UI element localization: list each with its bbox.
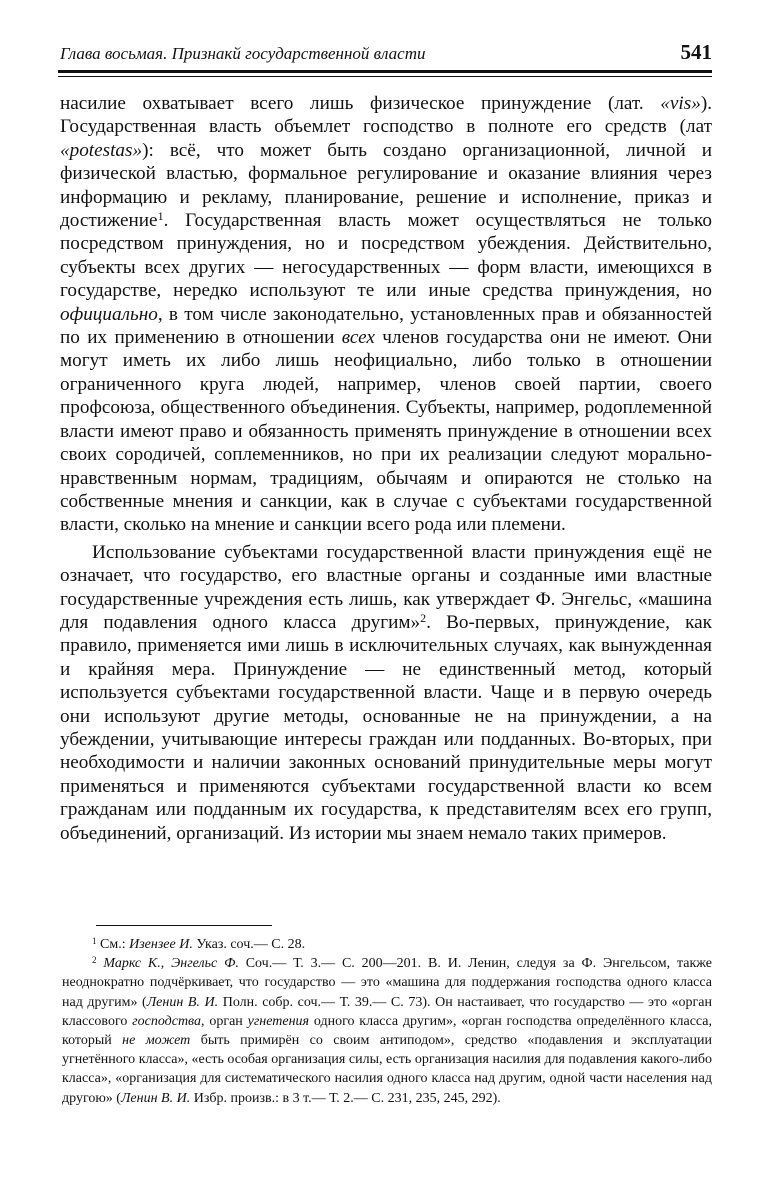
paragraph-1-text: членов государства они не имеют. Они могут иметь их либо лишь неофициально, либо только в отношении ограниченного круга людей, например, членов своей партии, своего профсоюза, общественного объединения. Субъекты, например, родоплеменной власти имеют право и обязанность применять принуждение в отношении всех своих сородичей, соплеменников, но при их реализации следуют морально-нравственным нормам, традициям, обычаям и опираются не столько на собственные мнения и санкции, как в случае с субъектами государственной власти, сколько на мнение и санкции всего рода или племени.: [60, 327, 712, 536]
paragraph-2-text: . Во-первых, принуждение, как правило, применяется ими лишь в исключительных случаях, как вынужденная и крайняя мера. Принуждение — не единственный метод, который используется субъектами государственной власти. Чаще и в первую очередь они используют другие методы, основанные не на принуждении, а на убеждении, учитывающие интересы граждан или подданных. Во-вторых, при необходимости и наличии законных оснований принудительные меры могут применяться и применяются субъектами государственной власти ко всем гражданам или подданным их государства, к представителям всех его групп, объединений, организаций. Из истории мы знаем немало таких примеров.: [60, 611, 712, 844]
paragraph-1: [60, 92, 712, 537]
footnote-author: Ленин В. И.: [146, 994, 219, 1010]
page-number: 541: [680, 40, 712, 64]
footnote-2: [62, 954, 712, 1108]
footnote-author: Ленин В. И.: [120, 1090, 191, 1106]
footnote-mark: 1: [92, 936, 97, 946]
paragraph-1-text: . Государственная власть может осуществляться не только посредством принуждения, но и посредством убеждения. Действительно, субъекты всех других — негосударственных — форм власти, имеющихся в государстве, нередко используют те или иные средства принуждения, но: [60, 210, 712, 302]
footnote-text: Избр. произв.: в 3 т.— Т. 2.— С. 231, 235, 245, 292).: [190, 1090, 501, 1106]
paragraph-2-text: Использование субъектами государственной власти принуждения ещё не означает, что государство, его властные органы и созданные ими властные государственные учреждения есть лишь, как утверждает Ф. Энгельс, «машина для подавления одного класса другим»: [60, 541, 712, 633]
page-header: [58, 38, 712, 68]
footnote-text: Указ. соч.— С. 28.: [192, 937, 306, 952]
header-rule-thick: [58, 70, 712, 73]
footnote-text: Полн. собр. соч.— Т. 39.— С. 73). Он настаивает, что государство — это «орган классового: [62, 994, 712, 1029]
emphasis-oppression: угнетения: [247, 1013, 310, 1029]
emphasis-all: всех: [341, 327, 375, 349]
paragraph-1-text: , в том числе законодательно, установленных прав и обязанностей по их применению в отношении: [60, 303, 712, 349]
footnote-author: Изензее И.: [129, 937, 193, 952]
body-text: [60, 92, 712, 849]
footnotes: [62, 935, 712, 1108]
paragraph-1-text: насилие охватывает всего лишь физическое принуждение (лат.: [60, 93, 661, 114]
emphasis-dominance: господства: [132, 1013, 202, 1029]
header-rule-thin: [58, 76, 712, 77]
footnote-1: [62, 935, 712, 954]
paragraph-1-text: ): всё, что может быть создано организационной, личной и физической властью, формальное регулирование и оказание влияния через информацию и рекламу, планирование, решение и исполнение, приказ и достижение: [60, 139, 712, 232]
footnote-text: , орган: [201, 1013, 248, 1029]
running-head: Глава восьмая. Признакй государственной власти: [60, 44, 426, 63]
term-vis: «vis»: [660, 93, 701, 114]
footnote-mark: 2: [92, 955, 97, 966]
term-potestas: «potestas»: [60, 139, 143, 161]
footnote-text: быть примирён со своим антиподом», средство «подавления и эксплуатации угнетённого класса», «есть особая организация силы, есть организация насилия для подавления какого-либо класса», «организация для систематического насилия одного класса над другим, одной части населения над другою» (: [62, 1033, 712, 1106]
footnote-rule: [96, 925, 272, 926]
footnote-ref-2: 2: [420, 610, 427, 625]
paragraph-1-text: ). Государственная власть объемлет господство в полноте его средств (лат: [60, 93, 712, 138]
emphasis-officially: официально: [60, 303, 158, 325]
footnote-text: одного класса другим», «орган господства определённого класса, который: [62, 1013, 713, 1049]
footnote-text: Соч.— Т. 3.— С. 200—201. В. И. Ленин, следуя за Ф. Энгельсом, также неоднократно подчёркивает, что государство — это «машина для поддержания господства одного класса над другим» (: [62, 956, 713, 1010]
footnote-ref-1: 1: [157, 209, 164, 224]
footnote-author: Маркс К., Энгельс Ф.: [103, 956, 239, 972]
footnote-text: См.:: [96, 937, 130, 952]
paragraph-2: [60, 541, 712, 845]
emphasis-cannot: не может: [122, 1033, 191, 1049]
